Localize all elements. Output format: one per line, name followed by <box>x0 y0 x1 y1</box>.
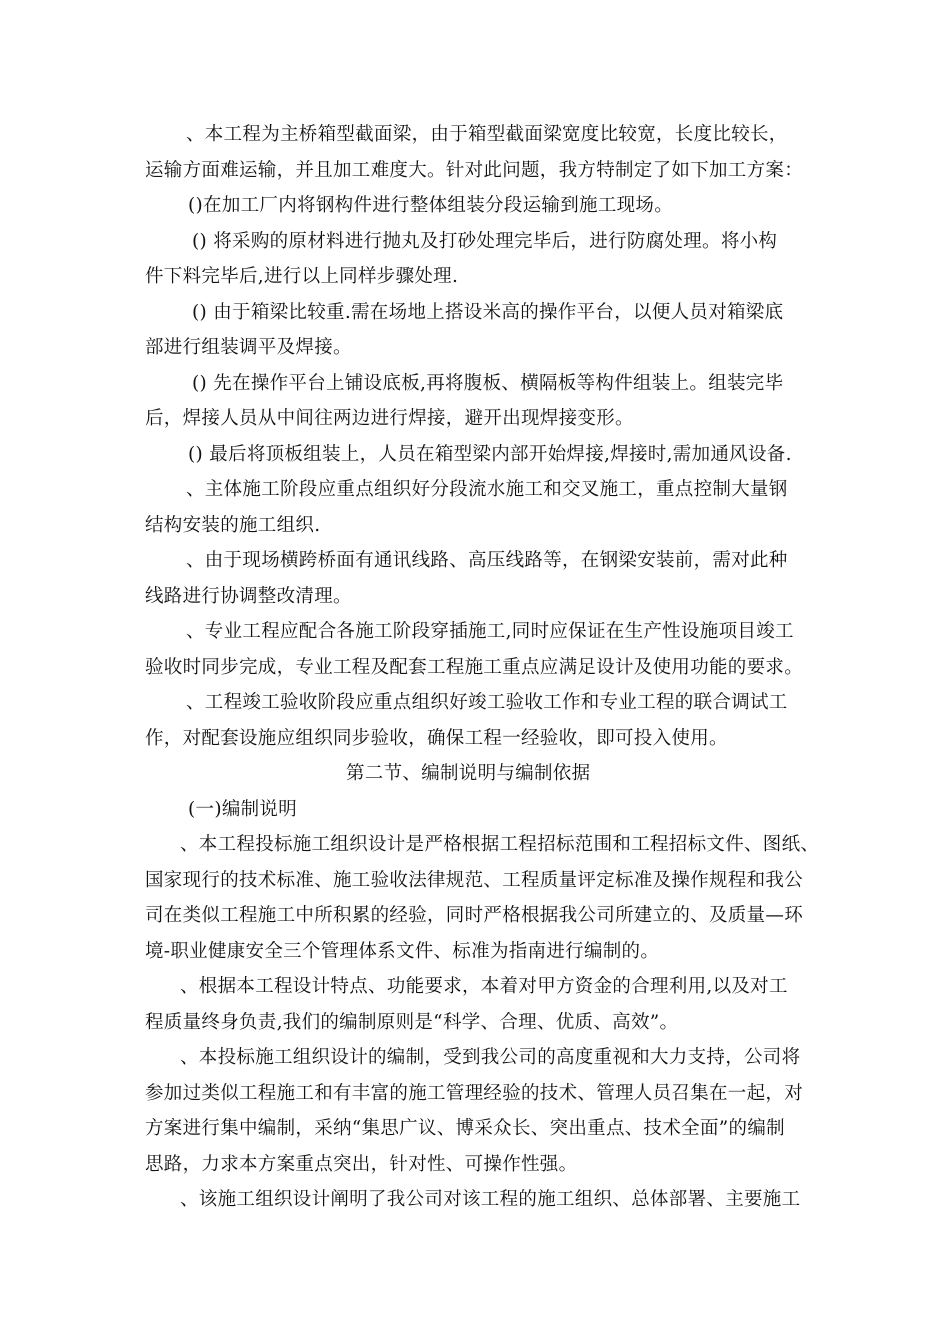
subsection-heading: (一)编制说明 <box>188 799 298 820</box>
body-line-23: 司在类似工程施工中所积累的经验，同时严格根据我公司所建立的、及质量—环 <box>145 905 804 926</box>
body-line-22: 国家现行的技术标准、施工验收法律规范、工程质量评定标准及操作规程和我公 <box>145 870 804 891</box>
body-line-15: 、专业工程应配合各施工阶段穿插施工,同时应保证在生产性设施项目竣工 <box>186 621 794 642</box>
body-line-26: 程质量终身负责,我们的编制原则是“科学、合理、优质、高效”。 <box>145 1012 679 1033</box>
body-line-9: 后，焊接人员从中间往两边进行焊接，避开出现焊接变形。 <box>145 408 634 429</box>
body-line-13: 、由于现场横跨桥面有通讯线路、高压线路等，在钢梁安装前，需对此种 <box>186 550 788 571</box>
body-line-5: 件下料完毕后,进行以上同样步骤处理. <box>145 266 459 287</box>
body-line-8: () 先在操作平台上铺设底板,再将腹板、横隔板等构件组装上。组装完毕 <box>192 373 784 394</box>
body-line-1: 、本工程为主桥箱型截面梁，由于箱型截面梁宽度比较宽，长度比较长， <box>186 124 788 145</box>
body-line-17: 、工程竣工验收阶段应重点组织好竣工验收工作和专业工程的联合调试工 <box>186 692 788 713</box>
body-line-31: 、该施工组织设计阐明了我公司对该工程的施工组织、总体部署、主要施工 <box>180 1189 801 1210</box>
body-line-21: 、本工程投标施工组织设计是严格根据工程招标范围和工程招标文件、图纸、 <box>180 834 820 855</box>
body-line-10: () 最后将顶板组装上，人员在箱型梁内部开始焊接,焊接时,需加通风设备. <box>188 444 792 465</box>
body-line-30: 思路，力求本方案重点突出，针对性、可操作性强。 <box>145 1154 578 1175</box>
body-line-29: 方案进行集中编制，采纳“集思广议、博采众长、突出重点、技术全面”的编制 <box>145 1118 785 1139</box>
body-line-16: 验收时同步完成，专业工程及配套工程施工重点应满足设计及使用功能的要求。 <box>145 657 804 678</box>
body-line-24: 境-职业健康安全三个管理体系文件、标准为指南进行编制的。 <box>145 941 660 962</box>
body-line-12: 结构安装的施工组织. <box>145 515 321 536</box>
section-heading: 第二节、编制说明与编制依据 <box>346 763 591 784</box>
body-line-14: 线路进行协调整改清理。 <box>145 586 352 607</box>
body-line-2: 运输方面难运输，并且加工难度大。针对此问题，我方特制定了如下加工方案： <box>145 160 804 181</box>
body-line-11: 、主体施工阶段应重点组织好分段流水施工和交叉施工，重点控制大量钢 <box>186 479 788 500</box>
body-line-18: 作，对配套设施应组织同步验收，确保工程一经验收，即可投入使用。 <box>145 728 728 749</box>
body-line-27: 、本投标施工组织设计的编制，受到我公司的高度重视和大力支持，公司将 <box>180 1047 801 1068</box>
body-line-4: () 将采购的原材料进行抛丸及打砂处理完毕后，进行防腐处理。将小构 <box>192 231 778 252</box>
body-line-6: () 由于箱梁比较重.需在场地上搭设米高的操作平台，以便人员对箱梁底 <box>192 302 784 323</box>
body-line-28: 参加过类似工程施工和有丰富的施工管理经验的技术、管理人员召集在一起，对 <box>145 1083 804 1104</box>
body-line-3: ()在加工厂内将钢构件进行整体组装分段运输到施工现场。 <box>188 195 674 216</box>
body-line-7: 部进行组装调平及焊接。 <box>145 337 352 358</box>
body-line-25: 、根据本工程设计特点、功能要求，本着对甲方资金的合理利用,以及对工 <box>180 976 788 997</box>
